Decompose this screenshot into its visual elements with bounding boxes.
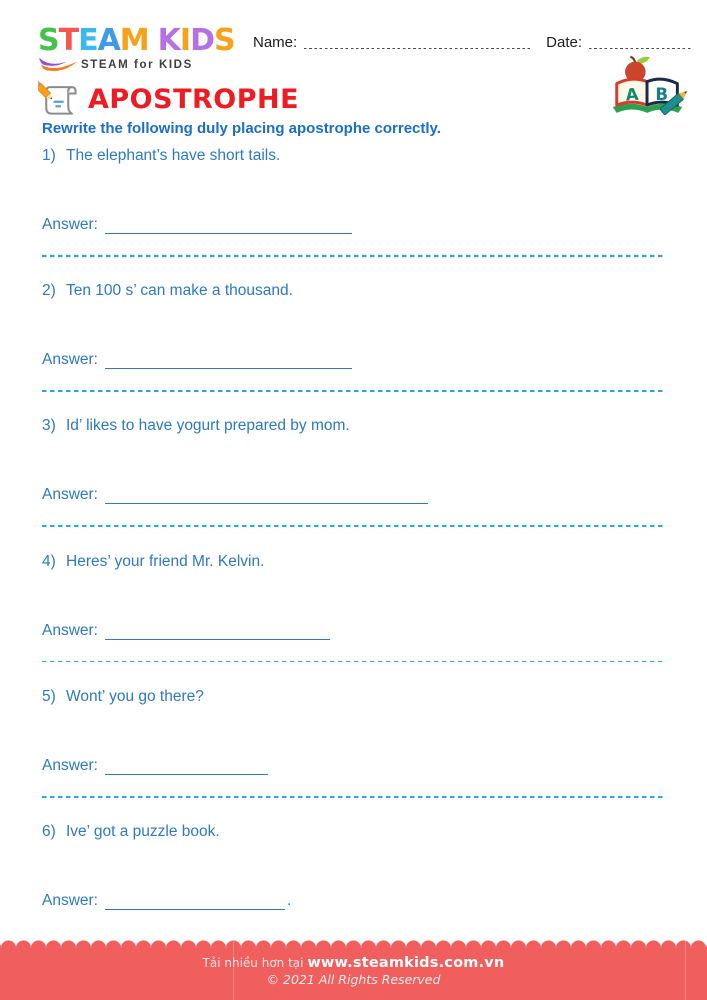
question-divider <box>42 390 665 392</box>
footer-scallop-edge <box>0 940 707 948</box>
answer-suffix: . <box>287 891 292 909</box>
date-line[interactable] <box>589 36 693 51</box>
answer-line[interactable] <box>105 622 330 640</box>
question-divider <box>42 255 665 257</box>
question-number: 5) <box>42 687 56 705</box>
answer-label: Answer: <box>42 486 98 504</box>
logo-letter: I <box>179 23 191 58</box>
question-item <box>42 281 665 416</box>
answer-label: Answer: <box>42 621 98 639</box>
question-number: 2) <box>42 282 56 300</box>
date-label: Date: <box>546 34 582 51</box>
name-label: Name: <box>253 34 298 51</box>
question-divider <box>42 796 665 798</box>
svg-text:A: A <box>624 84 640 105</box>
answer-line[interactable] <box>105 892 285 910</box>
footer-url[interactable]: www.steamkids.com.vn <box>307 955 505 971</box>
fold-line <box>685 940 686 1000</box>
instruction-text: Rewrite the following duly placing apostrophe correctly. <box>42 120 441 137</box>
logo-wordmark <box>38 23 248 58</box>
question-number: 6) <box>42 822 56 840</box>
logo-letter: A <box>97 23 120 58</box>
question-item <box>42 822 665 957</box>
footer-copyright: © 2021 All Rights Reserved <box>266 972 441 987</box>
answer-line[interactable] <box>105 757 268 775</box>
question-item <box>42 687 665 822</box>
logo-letter: M <box>119 23 149 58</box>
question-text: Ive’ got a puzzle book. <box>66 822 220 840</box>
fold-line <box>233 940 234 1000</box>
logo-letter: D <box>190 23 214 58</box>
question-item <box>42 146 665 281</box>
question-number: 3) <box>42 417 56 435</box>
answer-label: Answer: <box>42 351 98 369</box>
answer-line[interactable] <box>105 351 352 369</box>
question-divider <box>42 525 665 527</box>
book-abc-icon <box>605 55 693 118</box>
footer <box>0 948 707 1000</box>
steam-kids-logo <box>38 23 248 71</box>
answer-label: Answer: <box>42 891 98 909</box>
question-number: 4) <box>42 552 56 570</box>
logo-letter: E <box>78 23 98 58</box>
answer-label: Answer: <box>42 756 98 774</box>
footer-more-text: Tải nhiều hơn tại <box>202 956 304 970</box>
pencil-paper-icon <box>38 79 82 119</box>
question-divider <box>42 661 665 663</box>
answer-line[interactable] <box>105 486 428 504</box>
logo-letter: T <box>58 23 79 58</box>
logo-tagline: STEAM for KIDS <box>81 59 193 71</box>
question-item <box>42 416 665 551</box>
name-line[interactable] <box>304 36 532 51</box>
page-title: APOSTROPHE <box>88 83 300 115</box>
swoosh-icon <box>38 55 80 72</box>
answer-label: Answer: <box>42 216 98 233</box>
question-text: Heres’ your friend Mr. Kelvin. <box>66 552 265 570</box>
svg-text:B: B <box>655 85 669 105</box>
logo-letter: K <box>157 23 180 58</box>
question-text: Id’ likes to have yogurt prepared by mom. <box>66 417 350 435</box>
name-date-row <box>253 34 693 51</box>
logo-letter: S <box>213 23 235 58</box>
answer-line[interactable] <box>105 216 352 234</box>
question-number: 1) <box>42 147 56 164</box>
question-list <box>42 146 665 957</box>
question-item <box>42 552 665 687</box>
question-text: Wont’ you go there? <box>66 687 204 705</box>
logo-letter: S <box>38 23 59 58</box>
question-text: Ten 100 s’ can make a thousand. <box>66 282 293 300</box>
title-row <box>38 79 299 119</box>
question-text: The elephant’s have short tails. <box>66 147 281 164</box>
